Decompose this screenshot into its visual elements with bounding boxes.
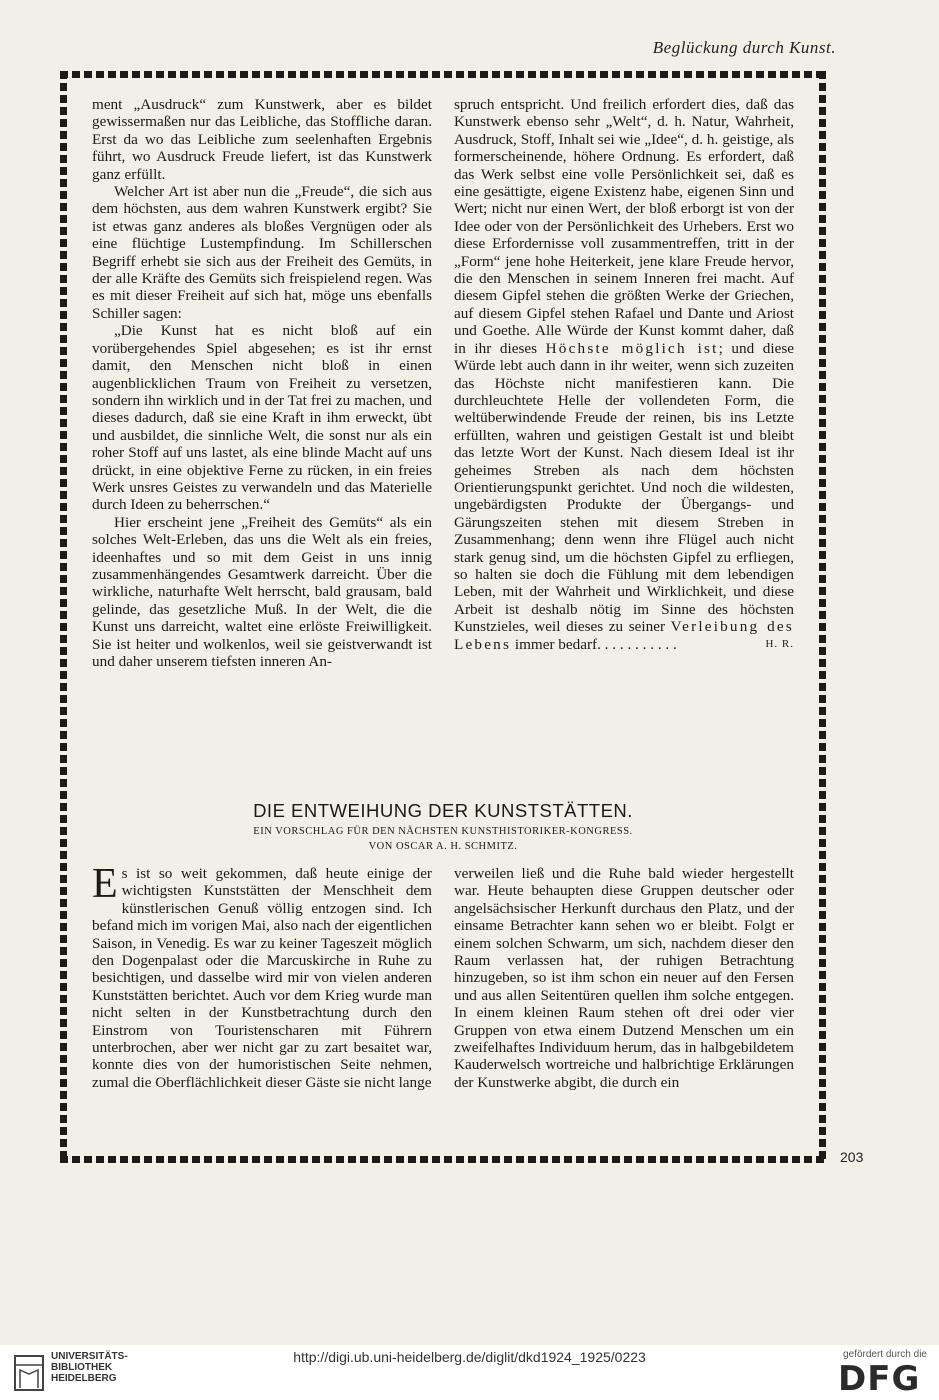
paragraph [92, 861, 432, 1091]
article-right-column [454, 865, 794, 1091]
funded-by-label: gefördert durch die [843, 1349, 927, 1360]
text-run: s ist so weit gekommen, daß heute einige der wichtigsten Kunststätten der Menschheit dem künstlerischen Genuß völlig entzogen sind. Ich befand mich im vorigen Mai, also nach der eigentlichen Saison, in Venedig. Es war zu keiner Tageszeit möglich den Dogenpalast oder die Marcuskirche in Ruhe zu besichtigen, und dasselbe wird mir von vielen anderen Kunststätten berichtet. Auch vor dem Krieg wurde man nicht selten in der Kunstbetrachtung durch den Einstrom von Touristenscharen mit Führern unterbrochen, aber wer nicht gar zu zart besaitet war, konnte dies von der humoristischen Seite nehmen, zumal die Oberflächlichkeit dieser Gäste sie nicht lange [92, 865, 432, 1091]
running-head: Beglückung durch Kunst. [652, 38, 836, 57]
author-signature: H. R. [765, 637, 794, 650]
drop-cap: E [92, 861, 118, 907]
upper-left-column [92, 96, 432, 670]
library-line: UNIVERSITÄTS- [51, 1351, 128, 1362]
permalink-url[interactable]: http://digi.ub.uni-heidelberg.de/diglit/dkd1924_1925/0223 [293, 1349, 646, 1365]
frame-border-bottom [60, 1156, 826, 1163]
paragraph: Welcher Art ist aber nun die „Freude“, die sich aus dem höchsten, aus dem wahren Kunstwerk ergibt? Sie ist etwas ganz anderes als bloßes Vergnügen oder als eine flüchtige Lustempfindung. Im Schillerschen Begriff erhebt sie sich aus der Freiheit des Gemüts, in der alle Kräfte des Gemüts sich freispielend regen. Was es mit dieser Freiheit auf sich hat, möge uns ebenfalls Schiller sagen: [92, 183, 432, 322]
text-run: spruch entspricht. Und freilich erfordert dies, daß das Kunstwerk ebenso sehr „Welt“, d. h. Natur, Wahrheit, Ausdruck, Stoff, Inhalt sei wie „Idee“, d. h. geistige, als formerscheinende, höhere Ordnung. Es erfordert, daß das Werk selbst eine volle Persönlichkeit sei, daß es eine gesättigte, eigene Existenz habe, eigenen Sinn und Wert; nicht nur einen Wert, der bloß erborgt ist von der Idee oder von der Persönlichkeit des Urhebers. Erst wo diese Erfordernisse voll zusammentreffen, tritt in der „Form“ jene hohe Heiterkeit, jene klare Freude hervor, die den Menschen in seinem Inneren frei macht. Auf diesem Gipfel stehen die größten Werke der Griechen, auf diesem Gipfel stehen Rafael und Dante und Ariost und Goethe. Alle Würde der Kunst kommt daher, daß in ihr dieses [454, 96, 794, 357]
paragraph: ment „Ausdruck“ zum Kunstwerk, aber es bildet gewissermaßen nur das Leibliche, das Stoffliche daran. Erst da wo das Leibliche zum seelenhaften Ergebnis führt, wo Ausdruck Freude liefert, ist das Kunstwerk ganz erfüllt. [92, 96, 432, 183]
upper-right-column [454, 96, 794, 653]
page-number: 203 [840, 1149, 864, 1165]
emphasis-spaced: Verleibung des Lebens [454, 618, 794, 653]
frame-border-right [819, 71, 826, 1163]
article-left-column [92, 861, 432, 1091]
text-run: ; und diese Würde lebt auch dann in ihr weiter, wenn sich zuzeiten das Höchste nicht manifestieren kann. Die durchleuchtete Helle der vollendeten Form, die weltüberwindende Freude der reinen, bis ins Letzte erfüllten, wahren und geistigen Gestalt ist und bleibt das letzte Wort der Kunst. Nach diesem Ideal ist ihr geheimes Streben als nach dem höchsten Orientierungspunkt gerichtet. Und noch die wildesten, ungebärdigsten Produkte der Übergangs- und Gärungszeiten stehen mit diesem Streben in Zusammenhang; denn wenn ihre Flügel auch nicht stark genug sind, um die höchsten Gipfel zu erfliegen, so halten sie doch die Fühlung mit dem lebendigen Leben, mit der Wahrheit und Wirklichkeit, und diese Arbeit ist deshalb nötig im Sinne des höchsten Kunstzieles, weil dieses zu seiner [454, 339, 794, 636]
text-run: immer bedarf. . . . . . . . . . . [511, 635, 677, 653]
article-title: DIE ENTWEIHUNG DER KUNSTSTÄTTEN. [253, 800, 633, 821]
paragraph [454, 96, 794, 653]
library-line: BIBLIOTHEK [51, 1362, 113, 1373]
paragraph: Hier erscheint jene „Freiheit des Gemüts“ als ein solches Welt-Erleben, das uns die Welt als ein freies, ideenhaftes und so mit dem Geist in uns innig zusammenhängendes Gesamtwerk darreicht. Über die wirkliche, naturhafte Welt herrscht, bald grausam, bald gelinde, das gesetzliche Muß. In der Welt, die die Kunst uns darreicht, waltet eine erlöste Freiwilligkeit. Sie ist heiter und wolkenlos, weil sie geistverwandt ist und daher unserem tiefsten inneren An- [92, 513, 432, 670]
library-line: HEIDELBERG [51, 1373, 117, 1384]
article-subtitle: EIN VORSCHLAG FÜR DEN NÄCHSTEN KUNSTHISTORIKER-KONGRESS. [253, 826, 633, 837]
article-author: VON OSCAR A. H. SCHMITZ. [368, 841, 518, 852]
paragraph: verweilen ließ und die Ruhe bald wieder hergestellt war. Heute behaupten diese Gruppen deutscher oder angelsächsischer Herkunft durchaus den Platz, und der einsame Betrachter kann sehen wo er bleibt. Folgt er einem solchen Schwarm, um sich, nachdem dieser den Raum verlassen hat, der ruhigen Betrachtung hinzugeben, so ist ihm schon ein neuer auf den Fersen und aus allen Seitentüren quellen ihm solche entgegen. In einem kleinen Raum stehen oft drei oder vier Gruppen von etwa einem Dutzend Menschen um ein zweifelhaftes Individuum herum, das in halbgebildetem Kauderwelsch wortreiche und halbrichtige Erklärungen der Kunstwerke abgibt, die durch ein [454, 865, 794, 1091]
schiller-quote: „Die Kunst hat es nicht bloß auf ein vorübergehendes Spiel abgesehen; es ist ihr ernst damit, den Menschen nicht bloß in einen augenblicklichen Traum von Freiheit zu versetzen, sondern ihn wirklich und in der Tat frei zu machen, und dieses dadurch, daß sie eine Kraft in ihm erweckt, übt und ausbildet, die sinnliche Welt, die sonst nur als ein roher Stoff auf uns lastet, als eine blinde Macht auf uns drückt, in eine objektive Ferne zu rücken, in ein freies Werk unsres Geistes zu verwandeln und das Materielle durch Ideen zu beherrschen.“ [92, 322, 432, 514]
frame-border-top [60, 71, 826, 78]
frame-border-left [60, 71, 67, 1163]
dfg-logo: DFG [838, 1359, 921, 1399]
emphasis-spaced: Höchste möglich ist [545, 339, 719, 357]
